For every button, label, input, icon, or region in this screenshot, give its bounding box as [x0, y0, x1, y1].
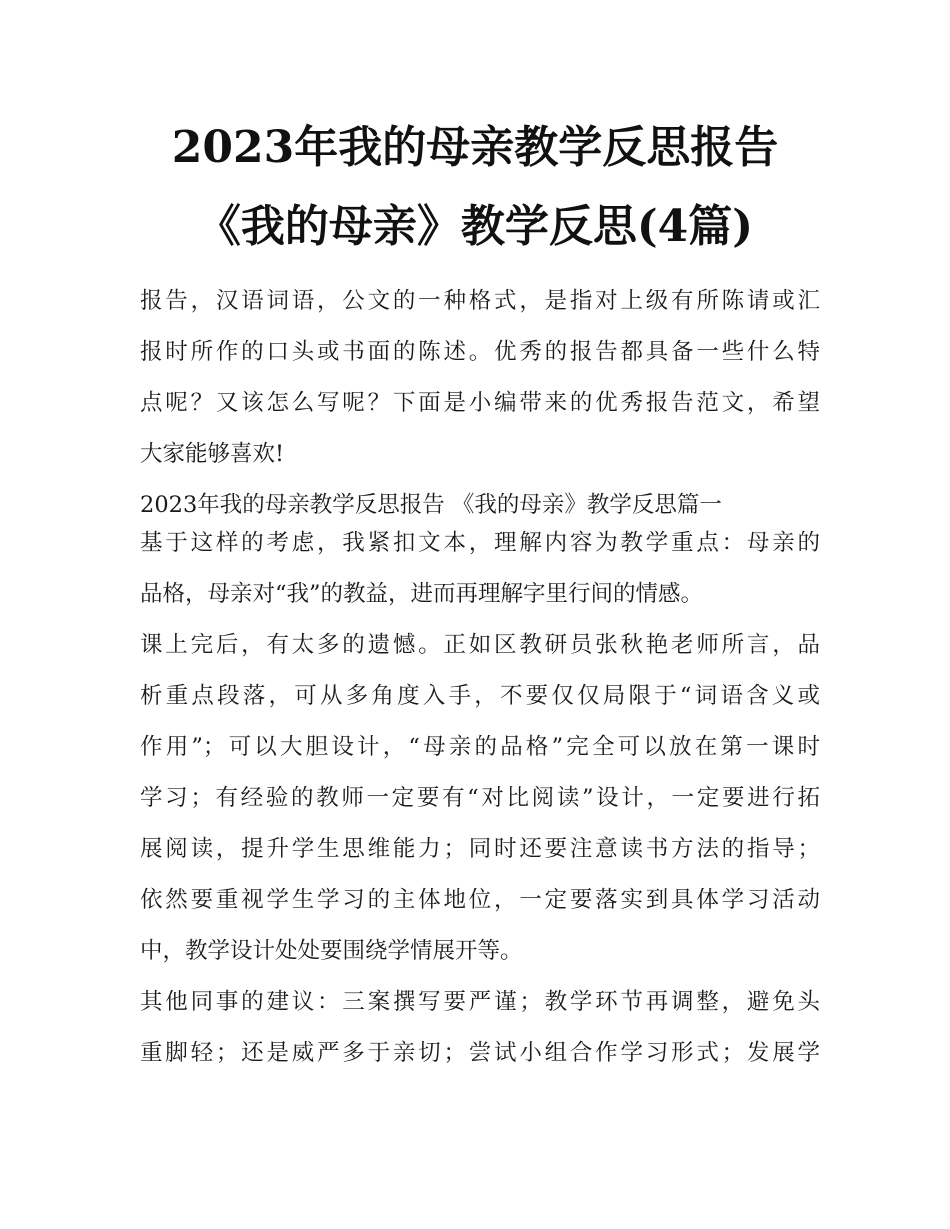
- paragraph-line: 展阅读，提升学生思维能力；同时还要注意读书方法的指导；: [140, 836, 820, 862]
- paragraph-line: 基于这样的考虑，我紧扣文本，理解内容为教学重点：母亲的: [140, 530, 820, 556]
- paragraph-line: 品格，母亲对“我”的教益，进而再理解字里行间的情感。: [140, 581, 704, 607]
- paragraph-line: 依然要重视学生学习的主体地位，一定要落实到具体学习活动: [140, 887, 820, 913]
- section-heading: 2023年我的母亲教学反思报告 《我的母亲》教学反思篇一: [140, 492, 722, 518]
- paragraph-line: 学习；有经验的教师一定要有“对比阅读”设计，一定要进行拓: [140, 785, 820, 811]
- paragraph-line: 报时所作的口头或书面的陈述。优秀的报告都具备一些什么特: [140, 339, 820, 365]
- paragraph-line: 其他同事的建议：三案撰写要严谨；教学环节再调整，避免头: [140, 989, 820, 1015]
- paragraph-line: 大家能够喜欢!: [140, 441, 285, 467]
- paragraph-line: 中，教学设计处处要围绕学情展开等。: [140, 938, 523, 964]
- paragraph-line: 重脚轻；还是威严多于亲切；尝试小组合作学习形式；发展学: [140, 1040, 820, 1066]
- paragraph-line: 课上完后，有太多的遗憾。正如区教研员张秋艳老师所言，品: [140, 632, 820, 658]
- paragraph-line: 报告，汉语词语，公文的一种格式，是指对上级有所陈请或汇: [140, 288, 820, 314]
- document-body: [140, 278, 820, 1081]
- paragraph-line: 点呢？又该怎么写呢？下面是小编带来的优秀报告范文，希望: [140, 390, 820, 416]
- document-title-line-2: 《我的母亲》教学反思(4篇): [196, 201, 754, 252]
- document-title-line-1: 2023年我的母亲教学反思报告: [171, 122, 779, 173]
- paragraph-line: 作用”；可以大胆设计，“母亲的品格”完全可以放在第一课时: [140, 734, 820, 760]
- paragraph-line: 析重点段落，可从多角度入手，不要仅仅局限于“词语含义或: [140, 683, 820, 709]
